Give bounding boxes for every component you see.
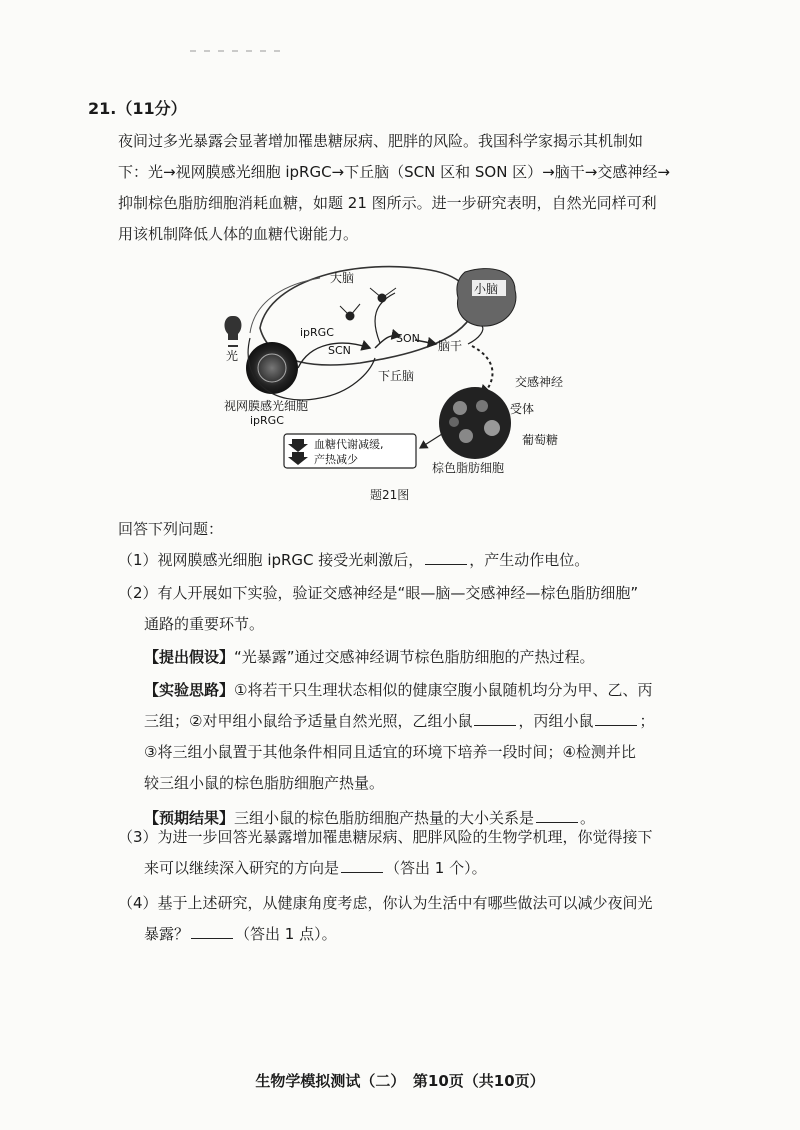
eye-icon [246, 342, 298, 394]
effect-label-1: 血糖代谢减缓, [314, 438, 384, 451]
q2-line2: 通路的重要环节。 [144, 615, 265, 633]
question-intro [118, 126, 718, 250]
brainstem-to-cerebellum-path [468, 326, 483, 344]
method-text: ； [639, 712, 655, 730]
method-text: ①将若干只生理状态相似的健康空腹小鼠随机均分为甲、乙、丙 [234, 681, 653, 699]
q1-text: 视网膜感光细胞 ipRGC 接受光刺激后， [157, 551, 424, 569]
q1-text-end: ，产生动作电位。 [469, 551, 590, 569]
subquestion-2 [118, 578, 654, 834]
q3-number: （3） [118, 828, 158, 846]
hypothalamus-label: 下丘脑 [378, 369, 415, 383]
mechanism-diagram [210, 258, 600, 478]
subquestion-3 [118, 822, 653, 884]
subquestion-1 [118, 545, 589, 576]
answer-prompt: 回答下列问题： [118, 520, 224, 538]
receptor-label: 受体 [510, 402, 535, 416]
intro-line: 下：光→视网膜感光细胞 ipRGC→下丘脑（SCN 区和 SON 区）→脑干→交感神经→ [118, 163, 670, 181]
q3-line2-end: （答出 1 个）。 [385, 859, 487, 877]
q4-number: （4） [118, 894, 158, 912]
answer-blank[interactable] [341, 858, 383, 873]
intro-line: 抑制棕色脂肪细胞消耗血糖，如题 21 图所示。进一步研究表明，自然光同样可利 [118, 194, 657, 212]
result-end: 。 [580, 809, 596, 827]
neuron-icon [340, 288, 396, 320]
method-text: 三组；②对甲组小鼠给予适量自然光照，乙组小鼠 [144, 712, 473, 730]
brown-fat-label: 棕色脂肪细胞 [432, 461, 505, 475]
mechanism-figure [210, 258, 600, 478]
q4-line2-end: （答出 1 点）。 [235, 925, 337, 943]
effect-label-2: 产热减少 [314, 453, 358, 466]
brainstem-label: 脑干 [438, 339, 463, 353]
q1-number: （1） [118, 551, 158, 569]
cerebrum-label: 大脑 [330, 271, 355, 285]
question-header: 21.（11分） [88, 99, 187, 118]
iprgc-label: ipRGC [300, 326, 334, 339]
glucose-label: 葡萄糖 [522, 433, 559, 447]
light-bulb-icon [225, 316, 242, 346]
intro-line: 夜间过多光暴露会显著增加罹患糖尿病、肥胖的风险。我国科学家揭示其机制如 [118, 132, 644, 150]
q4-line2: 暴露？ [144, 925, 190, 943]
q3-line2: 来可以继续深入研究的方向是 [144, 859, 340, 877]
retina-cell-label-2: ipRGC [250, 414, 284, 427]
method-text: ，丙组小鼠 [518, 712, 594, 730]
q2-line1: 有人开展如下实验，验证交感神经是“眼—脑—交感神经—棕色脂肪细胞” [157, 584, 639, 602]
cerebellum-icon [457, 269, 516, 327]
hypothesis-text: “光暴露”通过交感神经调节棕色脂肪细胞的产热过程。 [234, 648, 595, 666]
subquestion-4 [118, 888, 653, 950]
q3-line1: 为进一步回答光暴露增加罹患糖尿病、肥胖风险的生物学机理，你觉得接下 [157, 828, 653, 846]
cerebellum-label: 小脑 [474, 282, 499, 296]
answer-blank[interactable] [191, 924, 233, 939]
light-label: 光 [226, 349, 239, 363]
result-text: 三组小鼠的棕色脂肪细胞产热量的大小关系是 [234, 809, 535, 827]
method-text: ③将三组小鼠置于其他条件相同且适宜的环境下培养一段时间；④检测并比 [144, 743, 636, 761]
scan-mark [190, 38, 280, 42]
q2-number: （2） [118, 584, 158, 602]
answer-blank[interactable] [474, 711, 516, 726]
answer-blank[interactable] [425, 550, 467, 565]
intro-line: 用该机制降低人体的血糖代谢能力。 [118, 225, 359, 243]
q4-line1: 基于上述研究，从健康角度考虑，你认为生活中有哪些做法可以减少夜间光 [157, 894, 653, 912]
answer-blank[interactable] [536, 808, 578, 823]
cell-to-effect-path [420, 434, 442, 448]
hypothesis-tag: 【提出假设】 [144, 648, 235, 666]
son-label: SON [396, 332, 420, 345]
retina-cell-label: 视网膜感光细胞 [224, 399, 309, 413]
figure-caption: 题21图 [370, 488, 410, 502]
answer-blank[interactable] [595, 711, 637, 726]
method-text: 较三组小鼠的棕色脂肪细胞产热量。 [144, 774, 385, 792]
result-tag: 【预期结果】 [144, 809, 235, 827]
sympathetic-label: 交感神经 [515, 375, 564, 389]
method-tag: 【实验思路】 [144, 681, 235, 699]
scn-label: SCN [328, 344, 351, 357]
page-footer: 生物学模拟测试（二） 第10页（共10页） [255, 1072, 545, 1090]
